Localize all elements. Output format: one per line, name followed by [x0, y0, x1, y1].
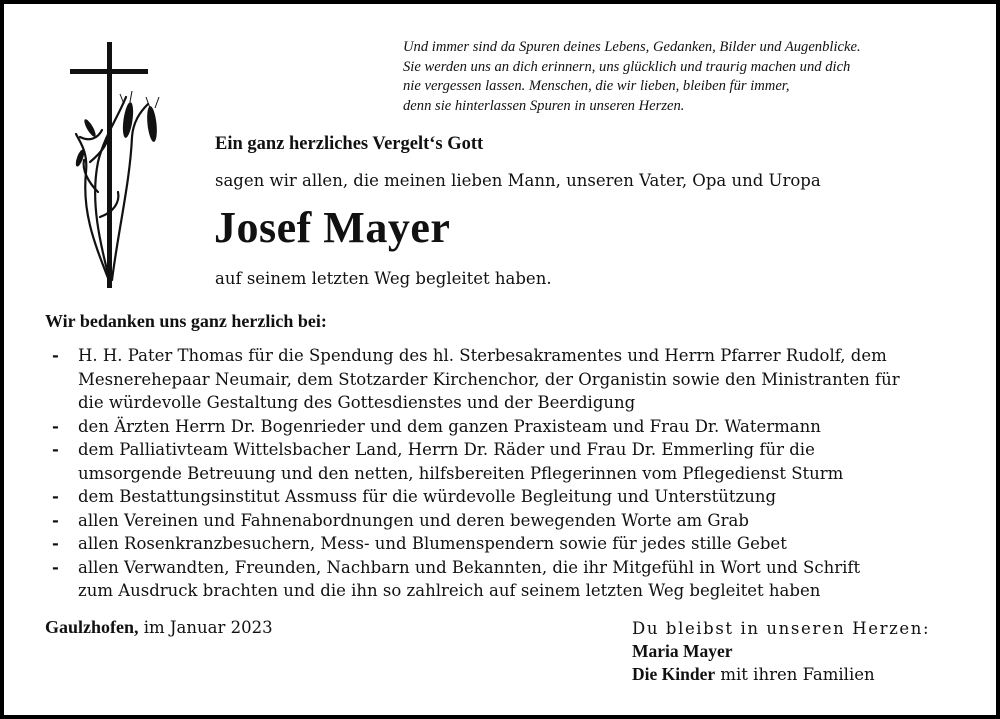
list-item: [48, 438, 978, 485]
list-item: [48, 415, 978, 439]
thanks-title: Ein ganz herzliches Vergelt‘s Gott: [215, 134, 484, 154]
list-item-text: allen Vereinen und Fahnenabordnungen und deren bewegenden Worte am Grab: [78, 510, 749, 530]
place-date: [45, 617, 273, 638]
list-item-text: H. H. Pater Thomas für die Spendung des hl. Sterbesakramentes und Herrn Pfarrer Rudolf, dem Mesnerehepaar Neumair, dem Stotzarder Kirchenchor, der Organistin sowie den Ministranten für die würdevolle Gestaltung des Gottesdienstes und der Beerdigung: [78, 346, 900, 412]
poem-line: denn sie hinterlassen Spuren in unseren Herzen.: [403, 97, 685, 114]
bullet-dash: -: [52, 510, 59, 530]
bullet-dash: -: [52, 534, 59, 553]
bullet-dash: -: [52, 557, 59, 577]
intro-text: sagen wir allen, die meinen lieben Mann, unseren Vater, Opa und Uropa: [215, 171, 821, 190]
poem-line: Und immer sind da Spuren deines Lebens, Gedanken, Bilder und Augenblicke.: [403, 39, 861, 55]
memorial-poem: [403, 38, 973, 116]
list-item-text: den Ärzten Herrn Dr. Bogenrieder und dem ganzen Praxisteam und Frau Dr. Watermann: [78, 416, 821, 436]
list-item: [48, 509, 978, 533]
after-name-text: auf seinem letzten Weg begleitet haben.: [215, 269, 552, 288]
poem-line: nie vergessen lassen. Menschen, die wir lieben, bleiben für immer,: [403, 78, 790, 94]
list-item: [48, 485, 978, 509]
bullet-dash: -: [52, 346, 59, 365]
children-label: Die Kinder: [632, 664, 716, 684]
list-item-text: dem Bestattungsinstitut Assmuss für die würdevolle Begleitung und Unterstützung: [78, 487, 777, 506]
cross-with-wheat-icon: [60, 42, 170, 290]
bullet-dash: -: [52, 487, 59, 506]
deceased-name: Josef Mayer: [214, 203, 451, 252]
thanks-list: [48, 344, 978, 603]
list-item: [48, 532, 978, 556]
signature-motto: Du bleibst in unseren Herzen:: [632, 619, 931, 638]
signature-block: [632, 617, 930, 686]
list-item-text: dem Palliativteam Wittelsbacher Land, Herrn Dr. Räder und Frau Dr. Emmerling für die umsorgende Betreuung und den netten, hilfsbereiten Pflegerinnen vom Pflegedienst Sturm: [78, 440, 844, 483]
bullet-dash: -: [52, 416, 59, 436]
poem-line: Sie werden uns an dich erinnern, uns glücklich und traurig machen und dich: [403, 58, 851, 75]
thanks-heading: Wir bedanken uns ganz herzlich bei:: [45, 311, 327, 331]
bullet-dash: -: [52, 440, 59, 459]
list-item: [48, 344, 978, 415]
list-item-text: allen Rosenkranzbesuchern, Mess- und Blumenspendern sowie für jedes stille Gebet: [78, 534, 787, 553]
list-item-text: allen Verwandten, Freunden, Nachbarn und Bekannten, die ihr Mitgefühl in Wort und Schrift zum Ausdruck brachten und die ihn so zahlreich auf seinem letzten Weg begleitet haben: [78, 557, 861, 600]
widow-name: Maria Mayer: [632, 641, 733, 661]
date-text: im Januar 2023: [138, 618, 273, 637]
place-name: Gaulzhofen,: [45, 617, 139, 637]
children-rest: mit ihren Familien: [715, 665, 875, 684]
list-item: [48, 556, 978, 603]
